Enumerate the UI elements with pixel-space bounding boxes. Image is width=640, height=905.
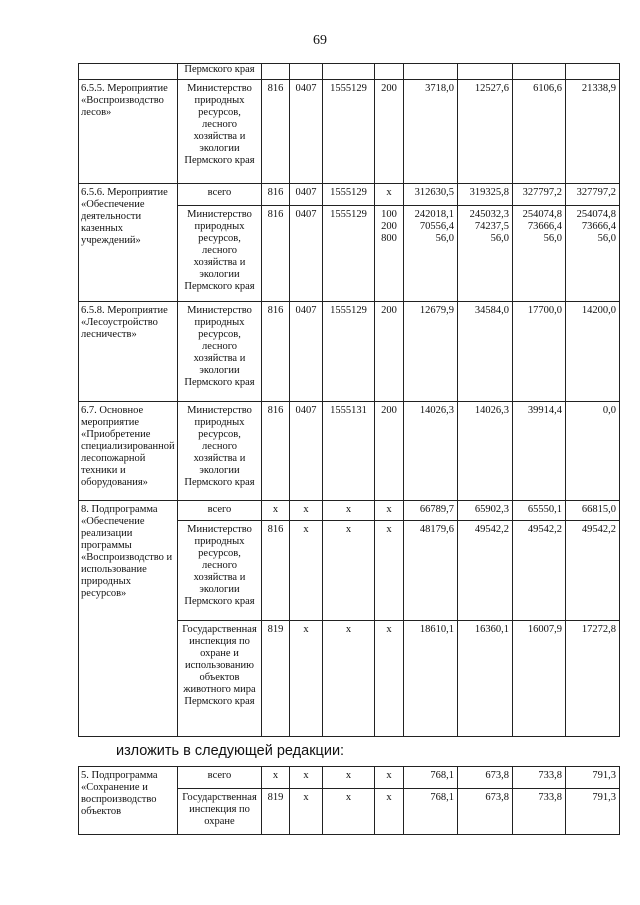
value-cell: 242018,1 70556,4 56,0 (404, 206, 458, 302)
budget-table (78, 63, 620, 737)
rzpr-cell: 0407 (290, 80, 323, 184)
grbs-cell: x (262, 501, 290, 521)
value-cell: 34584,0 (458, 302, 513, 402)
csr-cell: 1555129 (323, 206, 375, 302)
value-cell: 327797,2 (513, 184, 566, 206)
executor-cell: Министерство природных ресурсов, лесного хозяйства и экологии Пермского края (178, 521, 262, 621)
value-cell: 312630,5 (404, 184, 458, 206)
rzpr-cell: x (290, 789, 323, 835)
rzpr-cell: 0407 (290, 302, 323, 402)
csr-cell: x (323, 621, 375, 737)
name-cell: 6.7. Основное мероприятие «Приобретение специализированной лесопожарной техники и оборудования» (79, 402, 178, 501)
csr-cell: 1555129 (323, 184, 375, 206)
value-cell: 48179,6 (404, 521, 458, 621)
table-row (79, 767, 620, 789)
value-cell: 49542,2 (458, 521, 513, 621)
executor-cell: Министерство природных ресурсов, лесного хозяйства и экологии Пермского края (178, 402, 262, 501)
vr-cell: 200 (375, 80, 404, 184)
rzpr-cell: 0407 (290, 206, 323, 302)
executor-cell: Пермского края (178, 64, 262, 80)
value-cell: 66789,7 (404, 501, 458, 521)
value-cell: 768,1 (404, 789, 458, 835)
name-cell: 5. Подпрограмма «Сохранение и воспроизводство объектов (79, 767, 178, 835)
value-cell: 12679,9 (404, 302, 458, 402)
value-cell: 254074,8 73666,4 56,0 (566, 206, 620, 302)
csr-cell: 1555131 (323, 402, 375, 501)
table-row (79, 501, 620, 521)
name-cell: 6.5.8. Мероприятие «Лесоустройство лесничеств» (79, 302, 178, 402)
table-row (79, 402, 620, 501)
executor-cell: Министерство природных ресурсов, лесного хозяйства и экологии Пермского края (178, 80, 262, 184)
vr-cell: 100 200 800 (375, 206, 404, 302)
vr-cell: x (375, 621, 404, 737)
value-cell: 16007,9 (513, 621, 566, 737)
csr-cell: x (323, 521, 375, 621)
grbs-cell: 816 (262, 80, 290, 184)
vr-cell: x (375, 184, 404, 206)
table-row (79, 184, 620, 206)
value-cell: 319325,8 (458, 184, 513, 206)
name-cell: 6.5.6. Мероприятие «Обеспечение деятельности казенных учреждений» (79, 184, 178, 302)
value-cell: 17700,0 (513, 302, 566, 402)
table-row (79, 64, 620, 80)
grbs-cell: 816 (262, 521, 290, 621)
rzpr-cell: 0407 (290, 184, 323, 206)
value-cell: 65550,1 (513, 501, 566, 521)
value-cell: 254074,8 73666,4 56,0 (513, 206, 566, 302)
value-cell: 768,1 (404, 767, 458, 789)
grbs-cell: 819 (262, 789, 290, 835)
value-cell: 245032,3 74237,5 56,0 (458, 206, 513, 302)
rzpr-cell: x (290, 767, 323, 789)
value-cell: 14026,3 (458, 402, 513, 501)
table-row (79, 302, 620, 402)
value-cell: 21338,9 (566, 80, 620, 184)
name-cell: 8. Подпрограмма «Обеспечение реализации программы «Воспроизводство и использование природных ресурсов» (79, 501, 178, 737)
csr-cell: x (323, 767, 375, 789)
value-cell: 18610,1 (404, 621, 458, 737)
value-cell: 65902,3 (458, 501, 513, 521)
value-cell: 0,0 (566, 402, 620, 501)
grbs-cell: 816 (262, 302, 290, 402)
value-cell: 733,8 (513, 789, 566, 835)
value-cell: 791,3 (566, 789, 620, 835)
vr-cell: 200 (375, 302, 404, 402)
executor-cell: всего (178, 501, 262, 521)
rzpr-cell: 0407 (290, 402, 323, 501)
rzpr-cell: x (290, 521, 323, 621)
executor-cell: Министерство природных ресурсов, лесного хозяйства и экологии Пермского края (178, 206, 262, 302)
name-cell: 6.5.5. Мероприятие «Воспроизводство лесов» (79, 80, 178, 184)
value-cell: 14200,0 (566, 302, 620, 402)
table-row (79, 80, 620, 184)
value-cell: 327797,2 (566, 184, 620, 206)
value-cell: 6106,6 (513, 80, 566, 184)
csr-cell: 1555129 (323, 80, 375, 184)
value-cell: 66815,0 (566, 501, 620, 521)
executor-cell: Государственная инспекция по охране (178, 789, 262, 835)
vr-cell: x (375, 501, 404, 521)
continuation-text: изложить в следующей редакции: (116, 743, 345, 759)
csr-cell: x (323, 789, 375, 835)
value-cell: 673,8 (458, 767, 513, 789)
value-cell: 16360,1 (458, 621, 513, 737)
executor-cell: Министерство природных ресурсов, лесного хозяйства и экологии Пермского края (178, 302, 262, 402)
value-cell: 791,3 (566, 767, 620, 789)
grbs-cell: 816 (262, 206, 290, 302)
csr-cell: 1555129 (323, 302, 375, 402)
vr-cell: x (375, 767, 404, 789)
value-cell: 673,8 (458, 789, 513, 835)
name-cell (79, 64, 178, 80)
value-cell: 49542,2 (513, 521, 566, 621)
new-edition-table (78, 766, 620, 835)
executor-cell: Государственная инспекция по охране и использованию объектов животного мира Пермского края (178, 621, 262, 737)
grbs-cell: 816 (262, 402, 290, 501)
vr-cell: x (375, 789, 404, 835)
grbs-cell: 819 (262, 621, 290, 737)
executor-cell: всего (178, 767, 262, 789)
rzpr-cell: x (290, 501, 323, 521)
value-cell: 12527,6 (458, 80, 513, 184)
rzpr-cell: x (290, 621, 323, 737)
csr-cell: x (323, 501, 375, 521)
grbs-cell: 816 (262, 184, 290, 206)
executor-cell: всего (178, 184, 262, 206)
value-cell: 733,8 (513, 767, 566, 789)
value-cell: 39914,4 (513, 402, 566, 501)
grbs-cell: x (262, 767, 290, 789)
page-number: 69 (313, 33, 327, 48)
value-cell: 17272,8 (566, 621, 620, 737)
vr-cell: 200 (375, 402, 404, 501)
value-cell: 49542,2 (566, 521, 620, 621)
vr-cell: x (375, 521, 404, 621)
value-cell: 3718,0 (404, 80, 458, 184)
value-cell: 14026,3 (404, 402, 458, 501)
